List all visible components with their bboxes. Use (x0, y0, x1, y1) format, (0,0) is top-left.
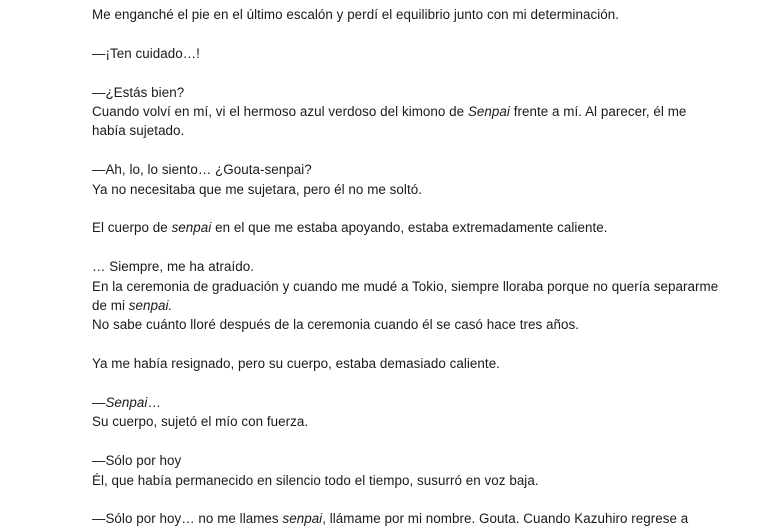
text-segment: Ya no necesitaba que me sujetara, pero él no me soltó. (92, 181, 422, 197)
text-line (92, 315, 762, 334)
text-line (92, 5, 762, 24)
italic-text: senpai. (128, 298, 173, 314)
italic-text: Senpai (467, 104, 510, 119)
text-segment: — (92, 395, 106, 411)
text-segment: —Sólo por hoy (92, 453, 182, 469)
text-line (92, 296, 762, 315)
paragraph-gap (92, 374, 762, 393)
text-segment: en el que me estaba apoyando, estaba extremadamente caliente. (211, 220, 608, 236)
text-segment: Ya me había resignado, pero su cuerpo, estaba demasiado caliente. (92, 356, 500, 372)
text-line (92, 509, 762, 528)
paragraph-gap (92, 199, 762, 218)
text-segment: de mi (92, 298, 129, 314)
text-line (92, 354, 762, 373)
text-segment: , llámame por mi nombre. Gouta. Cuando Kazuhiro regrese a (322, 511, 689, 527)
text-line (92, 160, 762, 179)
text-line (92, 412, 762, 431)
text-segment: Cuando volví en mí, vi el hermoso azul verdoso del kimono de (92, 104, 468, 119)
text-line (92, 180, 762, 199)
text-segment: … Siempre, me ha atraído. (92, 259, 255, 275)
text-line (92, 451, 762, 470)
italic-text: senpai (171, 220, 212, 236)
text-line (92, 83, 762, 102)
text-line (92, 102, 762, 121)
paragraph-gap (92, 432, 762, 451)
text-segment: —Sólo por hoy… no me llames (92, 511, 283, 527)
text-segment: … (147, 395, 161, 411)
text-line (92, 277, 762, 296)
text-segment: Su cuerpo, sujetó el mío con fuerza. (92, 414, 309, 430)
text-segment: —Ah, lo, lo siento… ¿Gouta-senpai? (92, 162, 312, 178)
text-line (92, 471, 762, 490)
paragraph-gap (92, 141, 762, 160)
text-segment: había sujetado. (92, 123, 185, 139)
paragraph-gap (92, 238, 762, 257)
document-page (92, 0, 762, 527)
paragraph-gap (92, 335, 762, 354)
paragraph-gap (92, 24, 762, 43)
paragraph-gap (92, 63, 762, 82)
text-segment: frente a mí. Al parecer, él me (509, 104, 687, 119)
text-segment: En la ceremonia de graduación y cuando me mudé a Tokio, siempre lloraba porque no quería separarme (92, 278, 719, 294)
text-segment: No sabe cuánto lloré después de la ceremonia cuando él se casó hace tres años. (92, 317, 580, 333)
text-line (92, 218, 762, 237)
text-segment: Él, que había permanecido en silencio todo el tiempo, susurró en voz baja. (92, 472, 539, 488)
text-segment: —¡Ten cuidado…! (92, 45, 200, 61)
italic-text: senpai (282, 511, 323, 527)
text-segment: —¿Estás bien? (92, 84, 185, 100)
text-line (92, 393, 762, 412)
italic-text: Senpai (105, 395, 148, 411)
text-segment: Me enganché el pie en el último escalón y perdí el equilibrio junto con mi determinación. (92, 7, 619, 22)
text-line (92, 121, 762, 140)
text-segment: El cuerpo de (92, 220, 172, 236)
paragraph-gap (92, 490, 762, 509)
text-line (92, 257, 762, 276)
text-line (92, 44, 762, 63)
